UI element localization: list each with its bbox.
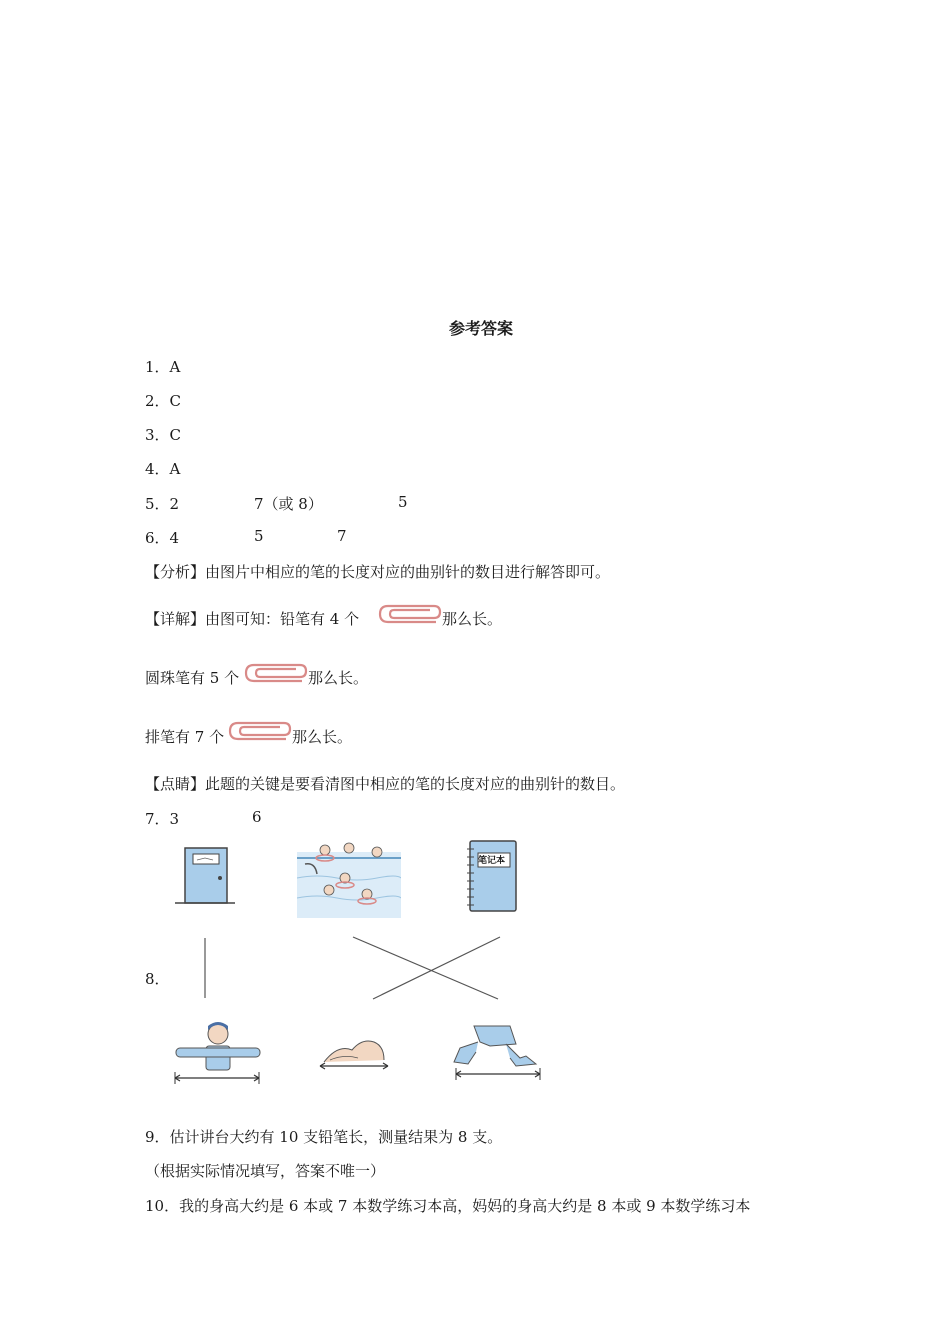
- notebook-label: 笔记本: [478, 856, 506, 866]
- answer-6-num: 6．4: [145, 529, 180, 547]
- comment-text: 【点睛】此题的关键是要看清图中相应的笔的长度对应的曲别针的数目。: [145, 775, 626, 793]
- answer-5-num: 5．2: [145, 495, 180, 513]
- hand-span-image: [318, 1034, 392, 1074]
- step-span-image: [450, 1022, 544, 1084]
- answer-6-c: 7: [337, 527, 347, 545]
- analysis-text: 【分析】由图片中相应的笔的长度对应的曲别针的数目进行解答即可。: [145, 563, 611, 581]
- answer-5-b: 7（或 8）: [254, 495, 323, 513]
- answer-9: 9．估计讲台大约有 10 支铅笔长，测量结果为 8 支。: [145, 1128, 503, 1146]
- detail-line-2-post: 那么长。: [308, 669, 369, 687]
- answer-6-b: 5: [254, 527, 264, 545]
- arm-span-image: [172, 1020, 264, 1086]
- q7-num: 7．3: [145, 810, 180, 828]
- detail-line-3-post: 那么长。: [292, 728, 353, 746]
- answer-9-note: （根据实际情况填写，答案不唯一）: [145, 1162, 386, 1180]
- answer-5-c: 5: [398, 493, 408, 511]
- answer-3: 3．C: [145, 426, 182, 444]
- detail-line-1-pre: 【详解】由图可知：铅笔有 4 个: [145, 610, 360, 628]
- q8-num: 8．: [145, 970, 170, 988]
- answer-4: 4．A: [145, 460, 181, 478]
- detail-line-3-pre: 排笔有 7 个: [145, 728, 225, 746]
- q7-b: 6: [252, 808, 262, 826]
- page-title: 参考答案: [448, 319, 513, 338]
- answer-1: 1．A: [145, 358, 181, 376]
- detail-line-1-post: 那么长。: [442, 610, 503, 628]
- detail-line-2-pre: 圆珠笔有 5 个: [145, 669, 240, 687]
- answer-2: 2．C: [145, 392, 182, 410]
- answer-10: 10．我的身高大约是 6 本或 7 本数学练习本高，妈妈的身高大约是 8 本或 9 本数学练习本: [145, 1197, 751, 1215]
